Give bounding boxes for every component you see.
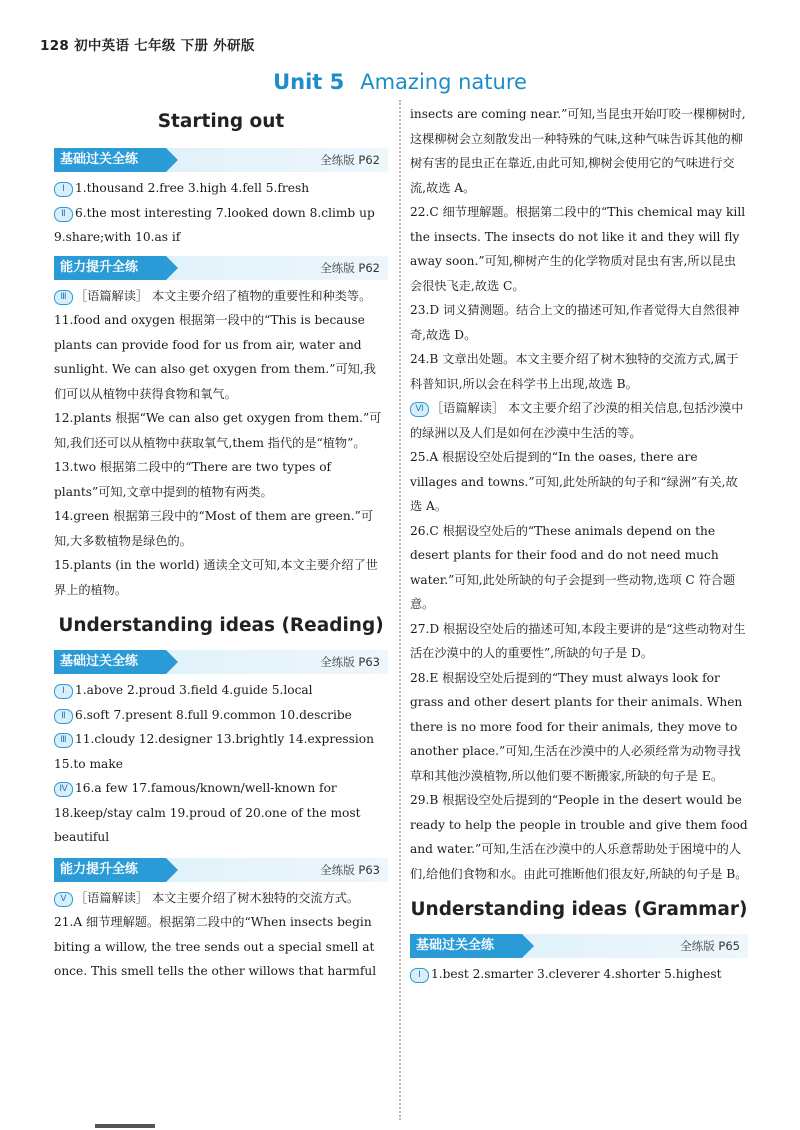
answer-line: 18.keep/stay calm 19.proud of 20.one of the most beautiful — [54, 805, 361, 844]
section-bar-basic — [410, 934, 748, 958]
answer-item: 28.E 根据设空处后提到的“They must always look for grass and other desert plants for their animals. When there is no more food for their animals, they move to another place.”可知,生活在沙漠中的人必须经常为动物寻找草和其他沙漠植物,所以他们要不断搬家,所缺的句子是 E。 — [410, 670, 743, 783]
answer-line: Ⅱ 6.soft 7.present 8.full 9.common 10.describe — [54, 703, 388, 728]
bar-ref: 全练版 P65 — [680, 939, 740, 953]
roman-badge: Ⅰ — [410, 968, 429, 983]
answer-line: 9.share;with 10.as if — [54, 230, 181, 244]
answer-item: 25.A 根据设空处后提到的“In the oases, there are villages and towns.”可知,此处所缺的句子和“绿洲”有关,故选 A。 — [410, 450, 738, 513]
answer-item: 23.D 词义猜测题。结合上文的描述可知,作者觉得大自然很神奇,故选 D。 — [410, 303, 740, 342]
roman-badge: Ⅲ — [54, 733, 73, 748]
column-divider — [399, 100, 401, 1120]
passage-summary: Ⅵ ［语篇解读］ 本文主要介绍了沙漠的相关信息,包括沙漠中的绿洲以及人们是如何在沙漠中生活的等。 — [410, 401, 744, 440]
left-column — [54, 102, 388, 984]
answer-item: 24.B 文章出处题。本文主要介绍了树木独特的交流方式,属于科普知识,所以会在科学书上出现,故选 B。 — [410, 352, 739, 391]
section-bar-basic — [54, 650, 388, 674]
bar-ref: 全练版 P63 — [320, 862, 380, 877]
answer-item: 22.C 细节理解题。根据第二段中的“This chemical may kill the insects. The insects do not like it and they will fly away soon.”可知,柳树产生的化学物质对昆虫有害,所以昆虫会很快飞走,故选 C。 — [410, 205, 746, 293]
answer-line: Ⅱ 6.the most interesting 7.looked down 8.climb up — [54, 201, 388, 226]
bar-label: 基础过关全练 — [54, 650, 166, 674]
answer-line: Ⅰ 1.above 2.proud 3.field 4.guide 5.local — [54, 678, 388, 703]
section-title-grammar: Understanding ideas (Grammar) — [410, 899, 748, 920]
section-bar-advanced — [54, 256, 388, 280]
roman-badge: Ⅴ — [54, 892, 73, 907]
bar-ref: 全练版 P62 — [320, 153, 380, 167]
answer-item: 11.food and oxygen 根据第一段中的“This is because plants can provide food for us from air, water and sunlight. We can also get oxygen from them.”可知,我们可以从植物中获得食物和氧气。 — [54, 313, 376, 401]
answer-item: 26.C 根据设空处后的“These animals depend on the desert plants for their food and do not need much water.”可知,此处所缺的句子会提到一些动物,选项 C 符合题意。 — [410, 523, 736, 611]
bar-label: 能力提升全练 — [54, 858, 166, 882]
roman-badge: Ⅰ — [54, 684, 73, 699]
answer-line: Ⅰ 1.best 2.smarter 3.cleverer 4.shorter 5.highest — [410, 962, 748, 987]
answer-line: Ⅰ 1.thousand 2.free 3.high 4.fell 5.fresh — [54, 176, 388, 201]
footer-mark — [95, 1124, 155, 1128]
roman-badge: Ⅳ — [54, 782, 73, 797]
section-title-starting-out: Starting out — [157, 111, 285, 132]
page-header: 128 初中英语 七年级 下册 外研版 — [40, 38, 255, 54]
answer-item: 14.green 根据第三段中的“Most of them are green.”可知,大多数植物是绿色的。 — [54, 509, 374, 548]
unit-number: Unit 5 — [273, 70, 345, 94]
answer-line: Ⅲ 11.cloudy 12.designer 13.brightly 14.expression — [54, 727, 388, 752]
section-title-reading: Understanding ideas (Reading) — [58, 615, 384, 636]
answer-line: 15.to make — [54, 756, 123, 771]
passage-summary: Ⅴ ［语篇解读］ 本文主要介绍了树木独特的交流方式。 — [54, 886, 388, 911]
roman-badge: Ⅱ — [54, 207, 73, 222]
roman-badge: Ⅵ — [410, 402, 429, 417]
answer-item: 12.plants 根据“We can also get oxygen from them.”可知,我们还可以从植物中获取氧气,them 指代的是“植物”。 — [54, 411, 382, 450]
right-column — [410, 102, 748, 987]
bar-ref: 全练版 P63 — [320, 655, 380, 669]
bar-ref: 全练版 P62 — [320, 260, 380, 275]
roman-badge: Ⅲ — [54, 290, 73, 305]
section-bar-basic — [54, 148, 388, 172]
answer-item: 21.A 细节理解题。根据第二段中的“When insects begin biting a willow, the tree sends out a special smell at once. This smell tells the other willows that harmful — [54, 915, 377, 978]
answer-line: Ⅳ 16.a few 17.famous/known/well-known for — [54, 776, 388, 801]
bar-label: 基础过关全练 — [54, 148, 166, 172]
bar-label: 能力提升全练 — [54, 256, 166, 280]
roman-badge: Ⅱ — [54, 709, 73, 724]
answer-item: 27.D 根据设空处后的描述可知,本段主要讲的是“这些动物对生活在沙漠中的人的重要性”,所缺的句子是 D。 — [410, 621, 746, 660]
passage-summary: Ⅲ ［语篇解读］ 本文主要介绍了植物的重要性和种类等。 — [54, 284, 388, 309]
answer-item: 15.plants (in the world) 通读全文可知,本文主要介绍了世界上的植物。 — [54, 558, 378, 597]
answer-item-continued: insects are coming near.”可知,当昆虫开始叮咬一棵柳树时,这棵柳树会立刻散发出一种特殊的气味,这种气味告诉其他的柳树有害的昆虫正在靠近,由此可知,柳树会使用它的气味进行交流,故选 A。 — [410, 107, 746, 195]
unit-title — [0, 70, 800, 94]
unit-subtitle: Amazing nature — [360, 70, 527, 94]
roman-badge: Ⅰ — [54, 182, 73, 197]
answer-item: 13.two 根据第二段中的“There are two types of plants”可知,文章中提到的植物有两类。 — [54, 460, 332, 499]
answer-item: 29.B 根据设空处后提到的“People in the desert would be ready to help the people in trouble and give them food and water.”可知,生活在沙漠中的人乐意帮助处于困境中的人们,给他们食物和水。由此可推断他们很友好,所缺的句子是 B。 — [410, 793, 748, 881]
section-bar-advanced — [54, 858, 388, 882]
bar-label: 基础过关全练 — [410, 934, 522, 958]
